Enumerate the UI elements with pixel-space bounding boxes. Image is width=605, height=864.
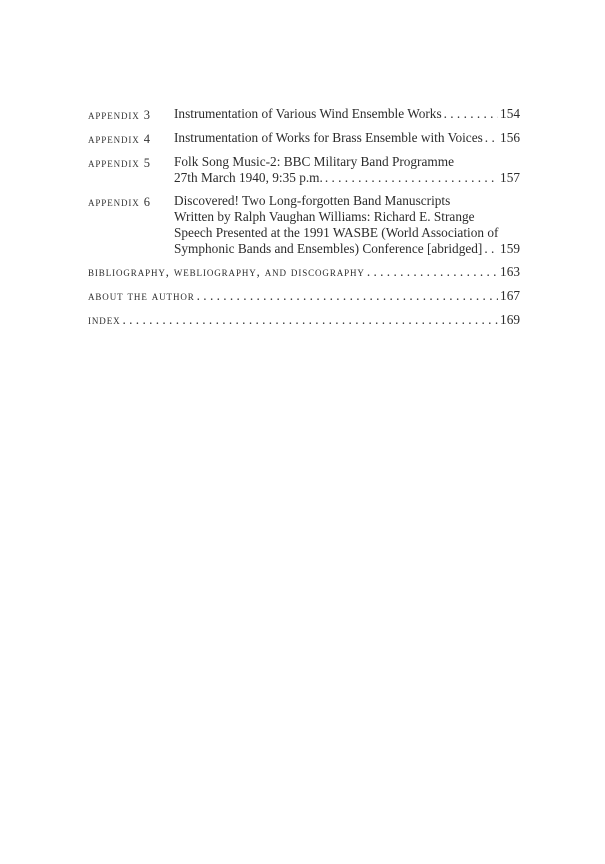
dot-leader [444,106,498,122]
appendix-label: appendix 6 [88,195,151,209]
entry-title: 27th March 1940, 9:35 p.m. [174,170,323,185]
page-number: 169 [500,312,520,327]
entry-title: Instrumentation of Various Wind Ensemble Works [174,106,442,121]
dot-leader [325,170,498,186]
entry-title: bibliography, webliography, and discography [88,265,365,279]
page-number: 156 [500,130,520,145]
toc-entry-appendix-6[interactable] [88,193,520,257]
dot-leader [197,288,498,304]
entry-title-line: Written by Ralph Vaughan Williams: Richard E. Strange [174,209,475,224]
dot-leader [123,312,499,328]
toc-entry-appendix-4[interactable] [88,130,520,147]
page-number: 163 [500,264,520,279]
dot-leader [484,241,498,257]
toc-entry-appendix-5[interactable] [88,154,520,186]
entry-body [174,106,520,122]
appendix-label: appendix 4 [88,132,151,146]
entry-title: index [88,313,121,327]
entry-title: Symphonic Bands and Ensembles) Conference [abridged] [174,241,483,256]
page-number: 157 [500,170,520,185]
entry-body [174,154,520,186]
table-of-contents [88,106,520,336]
toc-entry-about-the-author[interactable] [88,288,520,304]
entry-title: about the author [88,289,195,303]
entry-title-line: Speech Presented at the 1991 WASBE (World Association of [174,225,499,240]
appendix-label: appendix 5 [88,156,151,170]
entry-body [174,130,520,146]
toc-entry-bibliography[interactable] [88,264,520,280]
dot-leader [485,130,498,146]
toc-entry-appendix-3[interactable] [88,106,520,123]
entry-title-line: Discovered! Two Long-forgotten Band Manuscripts [174,193,451,208]
toc-entry-index[interactable] [88,312,520,328]
page-number: 159 [500,241,520,256]
entry-title-line: Folk Song Music-2: BBC Military Band Programme [174,154,454,169]
appendix-label: appendix 3 [88,108,151,122]
page-number: 167 [500,288,520,303]
page-number: 154 [500,106,520,121]
dot-leader [367,264,498,280]
entry-body [174,193,520,257]
entry-title: Instrumentation of Works for Brass Ensemble with Voices [174,130,483,145]
